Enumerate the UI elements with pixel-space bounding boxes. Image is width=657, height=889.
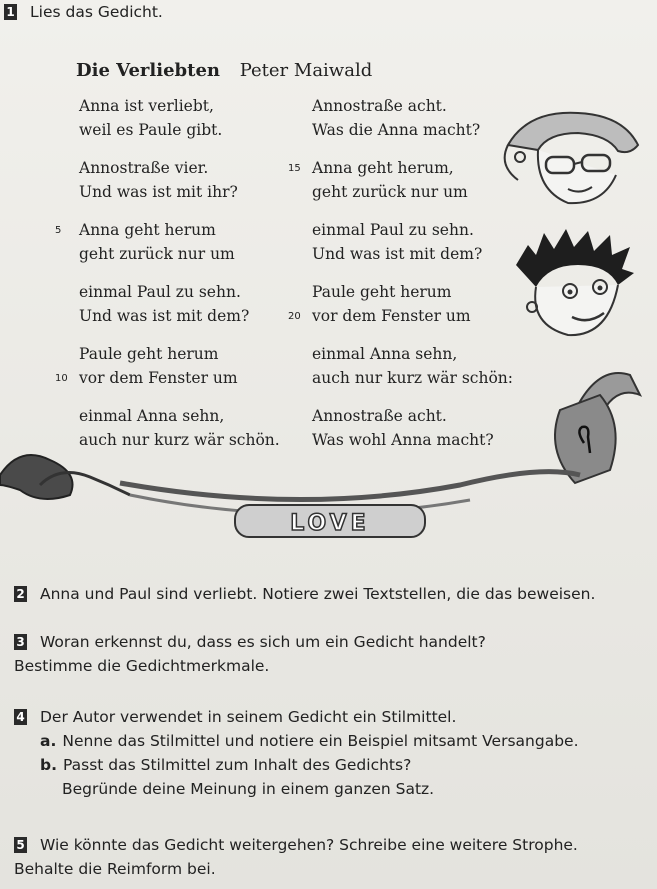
verse-line: auch nur kurz wär schön: bbox=[312, 369, 513, 387]
poem-heading bbox=[76, 60, 372, 81]
verse-line: geht zurück nur um bbox=[79, 245, 235, 263]
boy-face-illustration bbox=[508, 225, 638, 340]
stanza bbox=[312, 94, 513, 142]
task-number-2: 2 bbox=[14, 586, 27, 602]
poem-title: Die Verliebten bbox=[76, 60, 220, 81]
task-1-text: Lies das Gedicht. bbox=[30, 3, 163, 21]
task-4 bbox=[14, 705, 579, 801]
task-3 bbox=[14, 630, 486, 678]
stanza bbox=[55, 218, 280, 266]
verse-line: weil es Paule gibt. bbox=[79, 121, 223, 139]
line-number: 10 bbox=[55, 373, 68, 384]
verse-line: Annostraße acht. bbox=[312, 407, 447, 425]
verse-line: Was wohl Anna macht? bbox=[312, 431, 494, 449]
task-number-1: 1 bbox=[4, 4, 17, 20]
verse-line: 10 vor dem Fenster um bbox=[79, 366, 280, 390]
verse-line: Paule geht herum bbox=[79, 345, 219, 363]
verse-line: Was die Anna macht? bbox=[312, 121, 481, 139]
stanza bbox=[79, 280, 280, 328]
poem-author: Peter Maiwald bbox=[239, 60, 373, 81]
verse-line: einmal Anna sehn, bbox=[79, 407, 225, 425]
stanza bbox=[79, 156, 280, 204]
verse-line: einmal Anna sehn, bbox=[312, 345, 458, 363]
task-number-5: 5 bbox=[14, 837, 27, 853]
verse-line: einmal Paul zu sehn. bbox=[312, 221, 474, 239]
verse-line: Und was ist mit dem? bbox=[312, 245, 483, 263]
line-number: 5 bbox=[55, 225, 62, 236]
task-4a: a. Nenne das Stilmittel und notiere ein Beispiel mitsamt Versangabe. bbox=[40, 732, 579, 750]
love-text: LOVE bbox=[290, 511, 370, 536]
stanza bbox=[288, 280, 513, 328]
stanza bbox=[79, 94, 280, 142]
line-number: 20 bbox=[288, 311, 301, 322]
verse-line: 5 Anna geht herum bbox=[79, 218, 280, 242]
verse-line: 20 vor dem Fenster um bbox=[312, 304, 513, 328]
task-number-4: 4 bbox=[14, 709, 27, 725]
stanza bbox=[312, 218, 513, 266]
task-number-3: 3 bbox=[14, 634, 27, 650]
task-3-line-2: Bestimme die Gedichtmerkmale. bbox=[14, 657, 270, 675]
task-1 bbox=[4, 0, 163, 24]
girl-face-illustration bbox=[498, 105, 648, 210]
verse-line: Annostraße vier. bbox=[79, 159, 209, 177]
verse-line: auch nur kurz wär schön. bbox=[79, 431, 280, 449]
verse-line: Annostraße acht. bbox=[312, 97, 447, 115]
task-5-line-1: Wie könnte das Gedicht weitergehen? Schreibe eine weitere Strophe. bbox=[40, 836, 578, 854]
task-5 bbox=[14, 833, 578, 881]
verse-line: einmal Paul zu sehn. bbox=[79, 283, 241, 301]
task-5-line-2: Behalte die Reimform bei. bbox=[14, 860, 216, 878]
task-3-line-1: Woran erkennst du, dass es sich um ein Gedicht handelt? bbox=[40, 633, 486, 651]
task-4b-line-2: Begründe deine Meinung in einem ganzen Satz. bbox=[62, 780, 435, 798]
task-2 bbox=[14, 582, 595, 606]
verse-line: Anna ist verliebt, bbox=[79, 97, 214, 115]
line-number: 15 bbox=[288, 163, 301, 174]
task-2-text: Anna und Paul sind verliebt. Notiere zwei Textstellen, die das beweisen. bbox=[40, 585, 596, 603]
task-4b: b. Passt das Stilmittel zum Inhalt des Gedichts? bbox=[40, 756, 412, 774]
verse-line: geht zurück nur um bbox=[312, 183, 468, 201]
verse-line: Und was ist mit dem? bbox=[79, 307, 250, 325]
task-4-text: Der Autor verwendet in seinem Gedicht ein Stilmittel. bbox=[40, 708, 457, 726]
love-lock-illustration bbox=[0, 365, 657, 550]
verse-line: 15 Anna geht herum, bbox=[312, 156, 513, 180]
stanza bbox=[288, 156, 513, 204]
verse-line: Paule geht herum bbox=[312, 283, 452, 301]
verse-line: Und was ist mit ihr? bbox=[79, 183, 238, 201]
